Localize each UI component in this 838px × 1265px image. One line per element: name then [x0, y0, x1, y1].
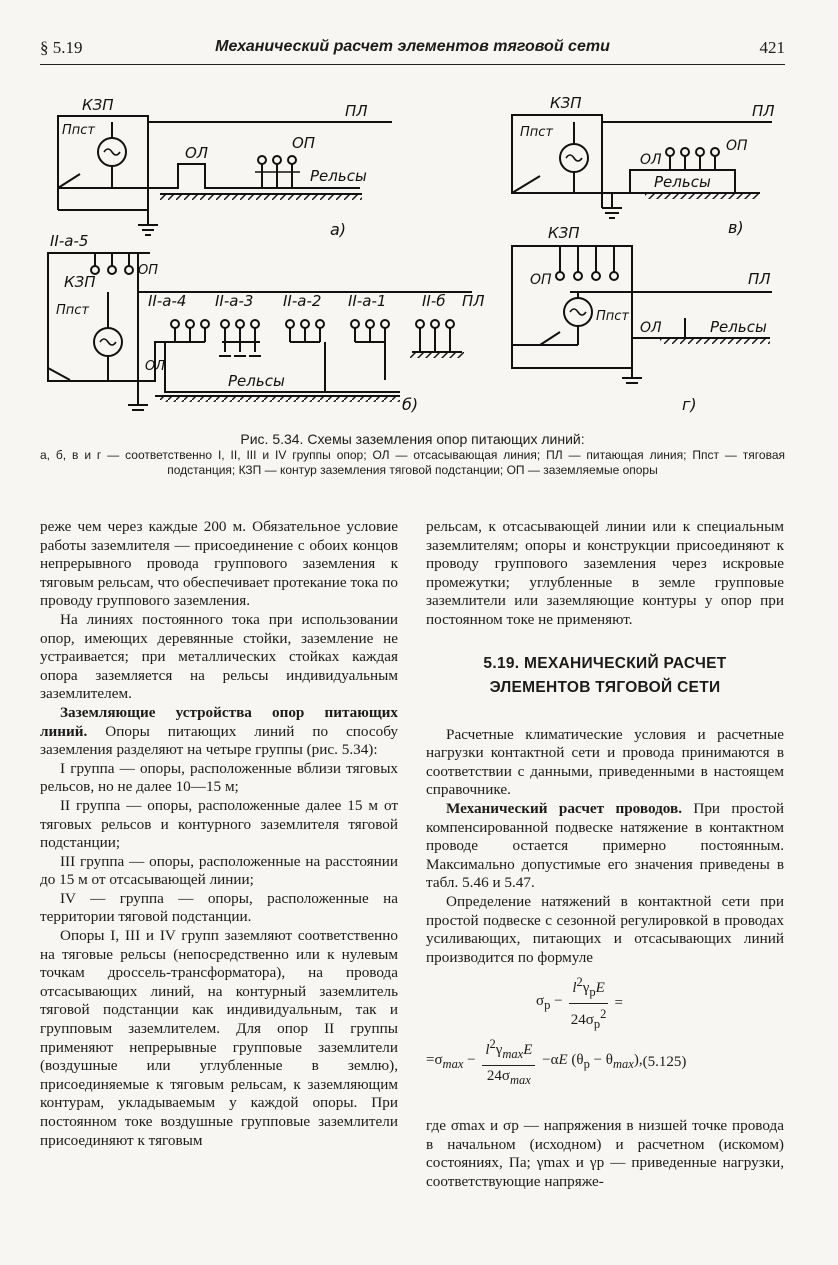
label-pl-g: ПЛ	[748, 270, 771, 288]
equation-number: (5.125)	[642, 1054, 687, 1071]
caption-title: Рис. 5.34. Схемы заземления опор питающих линий:	[240, 431, 585, 447]
paragraph: где σmax и σр — напряжения в низшей точке провода в начальном (исходном) и расчетном (искомом) состояниях, Па; γmax и γр — приведенные нагрузки, соответствующие напряже-	[426, 1117, 784, 1191]
group-item: II группа — опоры, расположенные далее 15 м от тяговых рельсов и контурного заземлителя тяговой подстанции;	[40, 796, 398, 852]
paragraph: На линиях постоянного тока при использовании опор, имеющих деревянные стойки, заземление не устраивается; при металлических стойках каждая опора заземляется на рельсы индивидуальным заземлителем.	[40, 610, 398, 703]
paragraph	[426, 800, 784, 893]
group-item: I группа — опоры, расположенные вблизи тяговых рельсов, но не далее 10—15 м;	[40, 759, 398, 796]
label-a: а)	[330, 220, 347, 239]
label-ia2: II-а-2	[283, 292, 322, 310]
page-number: 421	[759, 38, 785, 57]
label-ia3: II-а-3	[215, 292, 254, 310]
label-kzp-g: КЗП	[548, 224, 580, 242]
equation-5-125	[426, 973, 784, 1113]
paragraph: Определение натяжений в контактной сети при простой подвеске с сезонной регулировкой в проводах усиливающих, питающих и отсасывающих линий производится по формуле	[426, 892, 784, 966]
equation-line-2: $=\sigma_{max}$ − $\frac{l^2\gamma_{max}E}{24\sigma_{max}}$ −αE $(\theta_р - \theta_{max}),(5.125)$	[426, 1037, 687, 1087]
schematic-a	[58, 96, 392, 239]
label-ib: II-б	[422, 292, 446, 310]
paragraph: Опоры I, III и IV групп заземляют соответственно на тяговые рельсы (непосредственно или к нулевым точкам дроссель-трансформатора), на провода отсасывающих линий, на контурный заземлитель тяговой подстанции как индивидуальным, так и групповым заземлителем. Для опор II группы применяют непрерывные групповые заземлители (воздушные или углубленные в землю), присоединяемые к тяговым рельсам, к заземляющим контурам, укладываемым у каждой опоры. При постоянном токе воздушные групповые заземлители присоединяют к тяговым	[40, 927, 398, 1149]
label-ia4: II-а-4	[148, 292, 187, 310]
left-column	[40, 518, 398, 1150]
label-kzp-v: КЗП	[550, 94, 582, 112]
paragraph: рельсам, к отсасывающей линии или к специальным заземлителям; опоры и конструкции присоединяют к проводу группового заземления через искровые промежутки; углубленные в земле групповые заземлители или заземляющие контуры у опор при постоянном токе не применяют.	[426, 518, 784, 628]
figure-caption	[40, 432, 785, 478]
label-pst-a: Ппст	[62, 123, 95, 138]
paragraph-text: При простой компенсированной подвеске натяжение в контактном проводе остается примерно постоянным. Максимально допустимые его значения приведены в табл. 5.46 и 5.47.	[426, 799, 784, 892]
group-item: III группа — опоры, расположенные на расстоянии до 15 м от отсасывающей линии;	[40, 852, 398, 889]
run-in-heading: Механический расчет проводов.	[446, 799, 683, 817]
label-pl-a: ПЛ	[345, 102, 368, 120]
label-pl-b: ПЛ	[462, 292, 485, 310]
label-op-v: ОП	[726, 138, 748, 154]
paragraph: реже чем через каждые 200 м. Обязательное условие работы заземлителя — присоединение с обоих концов непрерывного провода группового заземления к тяговым рельсам, что обеспечивает протекание тока по проводу группового заземления.	[40, 518, 398, 610]
label-ia1: II-а-1	[348, 292, 387, 310]
schematic-b	[48, 232, 485, 414]
running-title: Механический расчет элементов тяговой сети	[215, 38, 610, 55]
label-ol-v: ОЛ	[640, 152, 662, 168]
paragraph	[40, 704, 398, 760]
group-item: IV — группа — опоры, расположенные на территории тяговой подстанции.	[40, 889, 398, 926]
section-heading-line: ЭЛЕМЕНТОВ ТЯГОВОЙ СЕТИ	[489, 678, 721, 696]
caption-legend: а, б, в и г — соответственно I, II, III и IV группы опор; ОЛ — отсасывающая линия; ПЛ — питающая линия; Ппст — тяговая подстанция; КЗП — контур заземления тяговой подстанции; ОП — заземляемые опоры	[40, 448, 785, 477]
label-ol-b: ОЛ	[145, 359, 166, 374]
page-header	[40, 38, 785, 64]
equation-line-1: $\sigma_р$ − $\frac{l^2\gamma_рE}{24\sigma_р^2}$ =	[536, 975, 624, 1031]
label-ol-a: ОЛ	[185, 144, 209, 162]
paragraph: Расчетные климатические условия и расчетные нагрузки контактной сети и провода принимаются в соответствии с данными, приведенными в настоящем справочнике.	[426, 725, 784, 799]
label-rails-b: Рельсы	[228, 372, 285, 390]
label-g: г)	[682, 395, 697, 414]
label-ol-g: ОЛ	[640, 320, 662, 336]
label-b: б)	[402, 395, 419, 414]
label-pst-b: Ппст	[56, 303, 89, 318]
run-in-heading: Заземляющие устройства опор питающих линий.	[40, 703, 398, 740]
label-op-a: ОП	[292, 134, 316, 152]
label-pst-g: Ппст	[596, 309, 629, 324]
label-ia5: II-а-5	[50, 232, 89, 250]
figure-schematics	[0, 80, 838, 425]
paragraph-text: Опоры питающих линий по способу заземления разделяют на четыре группы (рис. 5.34):	[40, 722, 398, 759]
label-pl-v: ПЛ	[752, 102, 775, 120]
section-number: § 5.19	[40, 38, 83, 57]
schematic-v	[512, 94, 775, 237]
label-kzp-b: КЗП	[64, 273, 96, 291]
label-v: в)	[728, 218, 744, 237]
label-kzp-a: КЗП	[82, 96, 114, 114]
header-rule	[40, 64, 785, 65]
label-rails-g: Рельсы	[710, 318, 767, 336]
label-rails-v: Рельсы	[654, 173, 711, 191]
right-column	[426, 518, 784, 1192]
schematic-g	[512, 224, 772, 414]
label-rails-a: Рельсы	[310, 167, 367, 185]
section-heading	[426, 652, 784, 700]
section-heading-line: 5.19. МЕХАНИЧЕСКИЙ РАСЧЕТ	[483, 654, 727, 672]
label-op-g: ОП	[530, 272, 552, 288]
label-op-b: ОП	[138, 263, 159, 278]
label-pst-v: Ппст	[520, 125, 553, 140]
